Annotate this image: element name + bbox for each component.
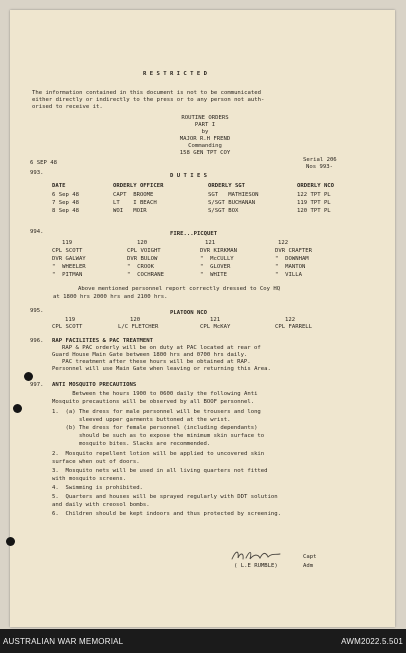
duty-nco: 119 TPT PL [297,200,331,206]
mosquito-line: and daily with creosol bombs. [52,502,150,508]
duty-sgt: S/SGT BOX [208,208,239,214]
picquet-note: Above mentioned personnel report correctly dressed to Coy HQ [78,286,281,292]
facilities-line: RAP & PAC orderly will be on duty at PAC located at rear of [62,345,261,351]
duty-nco: 122 TPT PL [297,192,331,198]
mosquito-line: sleeved upper garments buttoned at the wrist. [52,417,231,423]
handwritten-signature [230,548,282,562]
section-title: RAP FACILITIES & PAC TREATMENT [52,338,154,344]
commander-role: Commanding [188,143,222,149]
platoon-number: 119 [62,240,73,246]
picquet-member: DVR BULOW [127,256,158,262]
mosquito-line: with mosquito screens. [52,476,127,482]
footer-bar [0,629,406,653]
notice-line: either directly or indirectly to the press or to any person not auth- [32,97,265,103]
duty-officer: CAPT BROOME [113,192,154,198]
platoon-nco: L/C FLETCHER [118,324,159,330]
picquet-member: " COCHRANE [127,272,165,278]
facilities-line: Guard House Main Gate between 1800 hrs and 0700 hrs daily. [52,352,248,358]
serial-number: Serial 206 [303,157,337,163]
column-header: ORDERLY OFFICER [113,183,164,189]
signatory-rank: Capt [303,554,317,560]
picquet-member: " VILLA [275,272,302,278]
item-number: 994. [30,229,44,235]
duty-date: 8 Sep 48 [52,208,79,214]
column-header: DATE [52,183,66,189]
orders-title: ROUTINE ORDERS [181,115,229,121]
unit-name: 158 GEN TPT COY [179,150,231,156]
notice-line: The information contained in this document is not to be communicated [32,90,262,96]
duty-sgt: S/SGT BUCHANAN [208,200,256,206]
mosquito-line: 2. Mosquito repellent lotion will be applied to uncovered skin [52,451,265,457]
institution-label: AUSTRALIAN WAR MEMORIAL [3,637,124,646]
item-number: 995. [30,308,44,314]
platoon-number: 121 [210,317,221,323]
platoon-nco: CPL FARRELL [275,324,313,330]
mosquito-line: 1. (a) The dress for male personnel will be trousers and long [52,409,261,415]
mosquito-line: Mosquito precautions will be observed by all BOOF personnel. [52,399,255,405]
picquet-member: " GLOVER [200,264,231,270]
item-number: 996. [30,338,44,344]
punch-hole [24,372,33,381]
platoon-number: 120 [137,240,148,246]
classification-heading: R E S T R I C T E D [143,71,207,77]
picquet-member: " MANTON [275,264,306,270]
section-title: D U T I E S [170,173,208,179]
platoon-number: 119 [65,317,76,323]
accession-number: AWM2022.5.501 [341,637,403,646]
platoon-number: 121 [205,240,216,246]
picquet-note: at 1800 hrs 2000 hrs and 2100 hrs. [53,294,168,300]
item-number: 997. [30,382,44,388]
platoon-nco: CPL SCOTT [52,324,83,330]
signatory-role: Adm [303,563,314,569]
facilities-line: Personnel will use Main Gate when leaving or returning this Area. [52,366,271,372]
picquet-member: " WHEELER [52,264,86,270]
mosquito-line: 5. Quarters and houses will be sprayed regularly with DDT solution [52,494,278,500]
punch-hole [13,404,22,413]
column-header: ORDERLY NCO [297,183,335,189]
mosquito-line: mosquito bites. Slacks are recommended. [52,441,211,447]
platoon-number: 122 [285,317,296,323]
mosquito-line: surface when out of doors. [52,459,140,465]
orders-part: PART I [194,122,216,128]
mosquito-line: (b) The dress for female personnel (including dependants) [52,425,258,431]
facilities-line: PAC treatment after these hours will be obtained at RAP. [62,359,251,365]
picquet-member: " CROOK [127,264,154,270]
signatory-name: ( L.E RUMBLE) [234,563,278,569]
duty-officer: WOI MOIR [113,208,147,214]
duty-date: 7 Sep 48 [52,200,79,206]
notice-line: orised to receive it. [32,104,103,110]
mosquito-line: 4. Swimming is prohibited. [52,485,143,491]
picquet-member: " DOWNHAM [275,256,309,262]
mosquito-line: 6. Children should be kept indoors and thus protected by screening. [52,511,282,517]
duty-nco: 120 TPT PL [297,208,331,214]
picquet-member: DVR KIRKMAN [200,248,238,254]
mosquito-line: Between the hours 1900 to 0600 daily the following Anti [52,391,258,397]
picquet-member: CPL SCOTT [52,248,83,254]
duty-date: 6 Sep 48 [52,192,79,198]
item-number: 993. [30,170,44,176]
picquet-member: " McCULLY [200,256,234,262]
order-numbers: Nos 993- [306,164,333,170]
orders-by: by [201,129,209,135]
section-title: PLATOON NCO [170,310,208,316]
order-date: 6 SEP 48 [30,160,57,166]
picquet-member: " WHITE [200,272,227,278]
column-header: ORDERLY SGT [208,183,246,189]
platoon-number: 122 [278,240,289,246]
commander-name: MAJOR R.H FREND [179,136,231,142]
platoon-nco: CPL McKAY [200,324,231,330]
mosquito-line: should be such as to expose the minimum skin surface to [52,433,265,439]
mosquito-line: 3. Mosquito nets will be used in all living quarters not fitted [52,468,268,474]
picquet-member: DVR GALWAY [52,256,86,262]
punch-hole [6,537,15,546]
section-title: FIRE...PICQUET [170,231,218,237]
duty-officer: LT I BEACH [113,200,157,206]
section-title: ANTI MOSQUITO PRECAUTIONS [52,382,137,388]
picquet-member: " PITMAN [52,272,83,278]
picquet-member: DVR CRAFTER [275,248,313,254]
duty-sgt: SGT MATHIESON [208,192,259,198]
platoon-number: 120 [130,317,141,323]
picquet-member: CPL VOIGHT [127,248,161,254]
